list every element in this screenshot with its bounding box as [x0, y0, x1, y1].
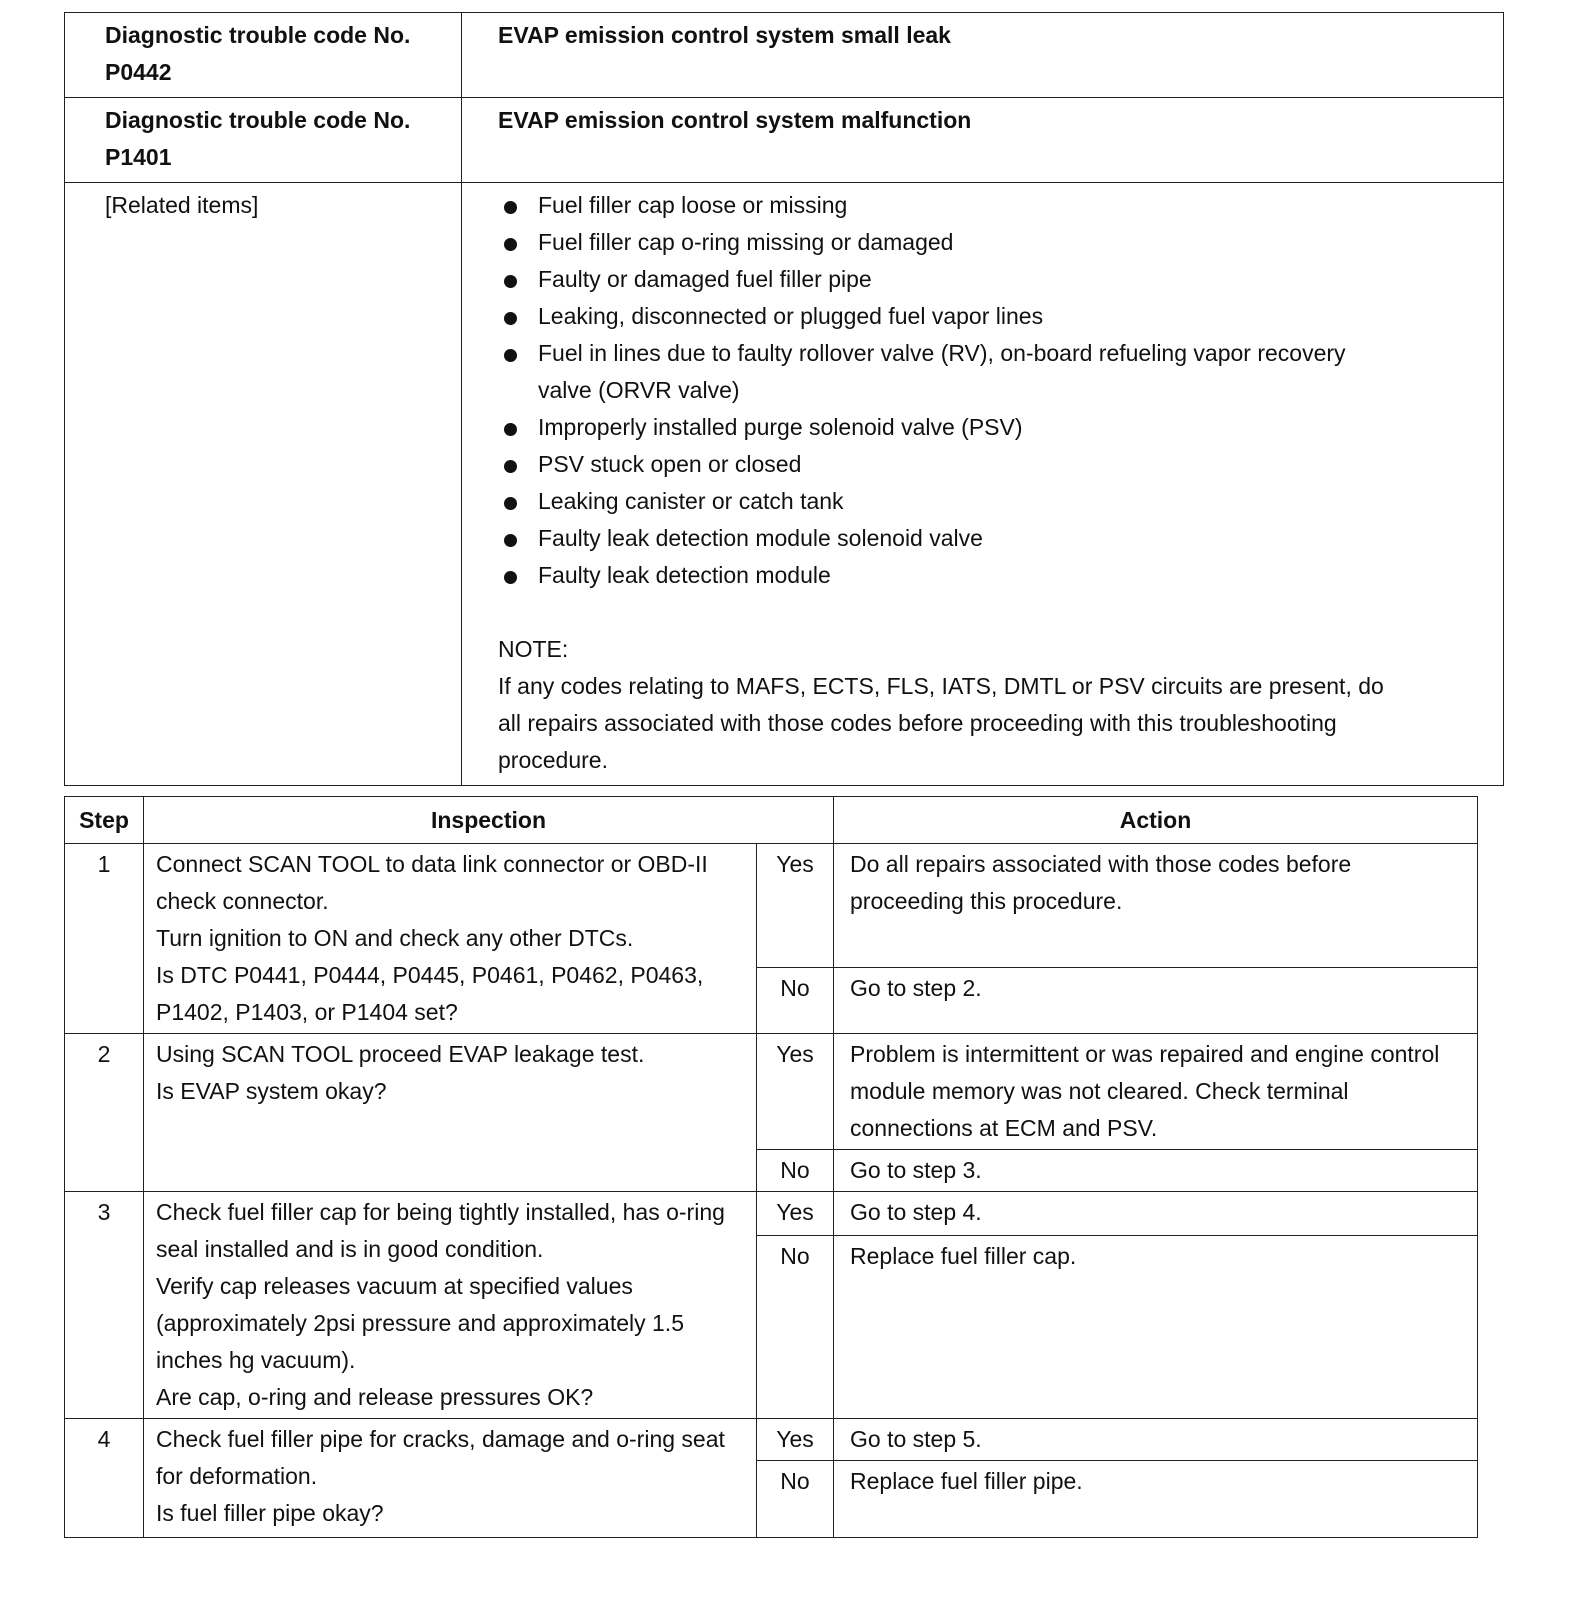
- bullet-icon: [504, 497, 517, 510]
- bullet-icon: [504, 201, 517, 214]
- related-item-text: Faulty leak detection module: [538, 562, 831, 588]
- note-title: NOTE:: [498, 636, 569, 662]
- related-item-text: Fuel filler cap o-ring missing or damaged: [538, 229, 954, 255]
- steps-header-row: [65, 797, 1478, 844]
- note-block: [498, 631, 1503, 779]
- inspection-text: Check fuel filler pipe for cracks, damage and o-ring seat for deformation. Is fuel filler pipe okay?: [144, 1419, 757, 1538]
- bullet-icon: [504, 238, 517, 251]
- related-item-text: Leaking, disconnected or plugged fuel vapor lines: [538, 303, 1044, 329]
- no-action: Replace fuel filler pipe.: [834, 1461, 1478, 1538]
- yes-label: Yes: [757, 1419, 834, 1461]
- bullet-icon: [504, 312, 517, 325]
- step-number: 3: [65, 1192, 144, 1419]
- related-item-text: Fuel filler cap loose or missing: [538, 192, 848, 218]
- bullet-icon: [504, 275, 517, 288]
- no-action: Replace fuel filler cap.: [834, 1236, 1478, 1419]
- bullet-icon: [504, 460, 517, 473]
- note-text: If any codes relating to MAFS, ECTS, FLS, IATS, DMTL or PSV circuits are present, do all repairs associated with those codes before proceeding with this troubleshooting procedure.: [498, 673, 1384, 773]
- related-item-text: Improperly installed purge solenoid valve (PSV): [538, 414, 1023, 440]
- no-label: No: [757, 1236, 834, 1419]
- step-header: Step: [65, 797, 144, 844]
- list-item: [498, 261, 1503, 298]
- yes-action: Go to step 5.: [834, 1419, 1478, 1461]
- step-number: 2: [65, 1034, 144, 1192]
- related-item-text: Faulty or damaged fuel filler pipe: [538, 266, 872, 292]
- dtc-row: [65, 98, 1504, 183]
- dtc-code-label: Diagnostic trouble code No. P0442: [65, 13, 462, 98]
- related-row: [65, 183, 1504, 786]
- table-row: [65, 1034, 1478, 1150]
- related-item-text: Leaking canister or catch tank: [538, 488, 844, 514]
- no-label: No: [757, 968, 834, 1034]
- yes-label: Yes: [757, 844, 834, 968]
- dtc-description: EVAP emission control system malfunction: [462, 98, 1504, 183]
- inspection-text: Check fuel filler cap for being tightly installed, has o-ring seal installed and is in good condition. Verify cap releases vacuum at specified values (approximately 2psi pressure and approximately 1.5 inches hg vacuum). Are cap, o-ring and release pressures OK?: [144, 1192, 757, 1419]
- dtc-row: [65, 13, 1504, 98]
- bullet-icon: [504, 571, 517, 584]
- dtc-description: EVAP emission control system small leak: [462, 13, 1504, 98]
- dtc-code-label: Diagnostic trouble code No. P1401: [65, 98, 462, 183]
- yes-label: Yes: [757, 1034, 834, 1150]
- yes-label: Yes: [757, 1192, 834, 1236]
- list-item: [498, 224, 1503, 261]
- related-items-label: [Related items]: [65, 183, 462, 786]
- no-action: Go to step 2.: [834, 968, 1478, 1034]
- table-row: [65, 844, 1478, 968]
- related-item-text: PSV stuck open or closed: [538, 451, 802, 477]
- related-items-cell: [462, 183, 1504, 786]
- list-item: [498, 187, 1503, 224]
- no-label: No: [757, 1461, 834, 1538]
- yes-action: Do all repairs associated with those codes before proceeding this procedure.: [834, 844, 1478, 968]
- no-label: No: [757, 1150, 834, 1192]
- related-items-list: [498, 187, 1503, 594]
- list-item: [498, 409, 1503, 446]
- yes-action: Go to step 4.: [834, 1192, 1478, 1236]
- bullet-icon: [504, 423, 517, 436]
- inspection-text: Connect SCAN TOOL to data link connector or OBD-II check connector. Turn ignition to ON and check any other DTCs. Is DTC P0441, P0444, P0445, P0461, P0462, P0463, P1402, P1403, or P1404 set?: [144, 844, 757, 1034]
- related-item-text: Fuel in lines due to faulty rollover valve (RV), on-board refueling vapor recovery valve (ORVR valve): [538, 340, 1346, 403]
- table-row: [65, 1192, 1478, 1236]
- list-item: [498, 335, 1503, 409]
- related-item-text: Faulty leak detection module solenoid valve: [538, 525, 983, 551]
- bullet-icon: [504, 534, 517, 547]
- no-action: Go to step 3.: [834, 1150, 1478, 1192]
- table-row: [65, 1419, 1478, 1461]
- dtc-table: [64, 12, 1504, 786]
- step-number: 4: [65, 1419, 144, 1538]
- step-number: 1: [65, 844, 144, 1034]
- inspection-header: Inspection: [144, 797, 834, 844]
- yes-action: Problem is intermittent or was repaired and engine control module memory was not cleared. Check terminal connections at ECM and PSV.: [834, 1034, 1478, 1150]
- list-item: [498, 446, 1503, 483]
- bullet-icon: [504, 349, 517, 362]
- steps-table: [64, 796, 1478, 1538]
- list-item: [498, 298, 1503, 335]
- list-item: [498, 483, 1503, 520]
- action-header: Action: [834, 797, 1478, 844]
- inspection-text: Using SCAN TOOL proceed EVAP leakage test. Is EVAP system okay?: [144, 1034, 757, 1192]
- list-item: [498, 520, 1503, 557]
- list-item: [498, 557, 1503, 594]
